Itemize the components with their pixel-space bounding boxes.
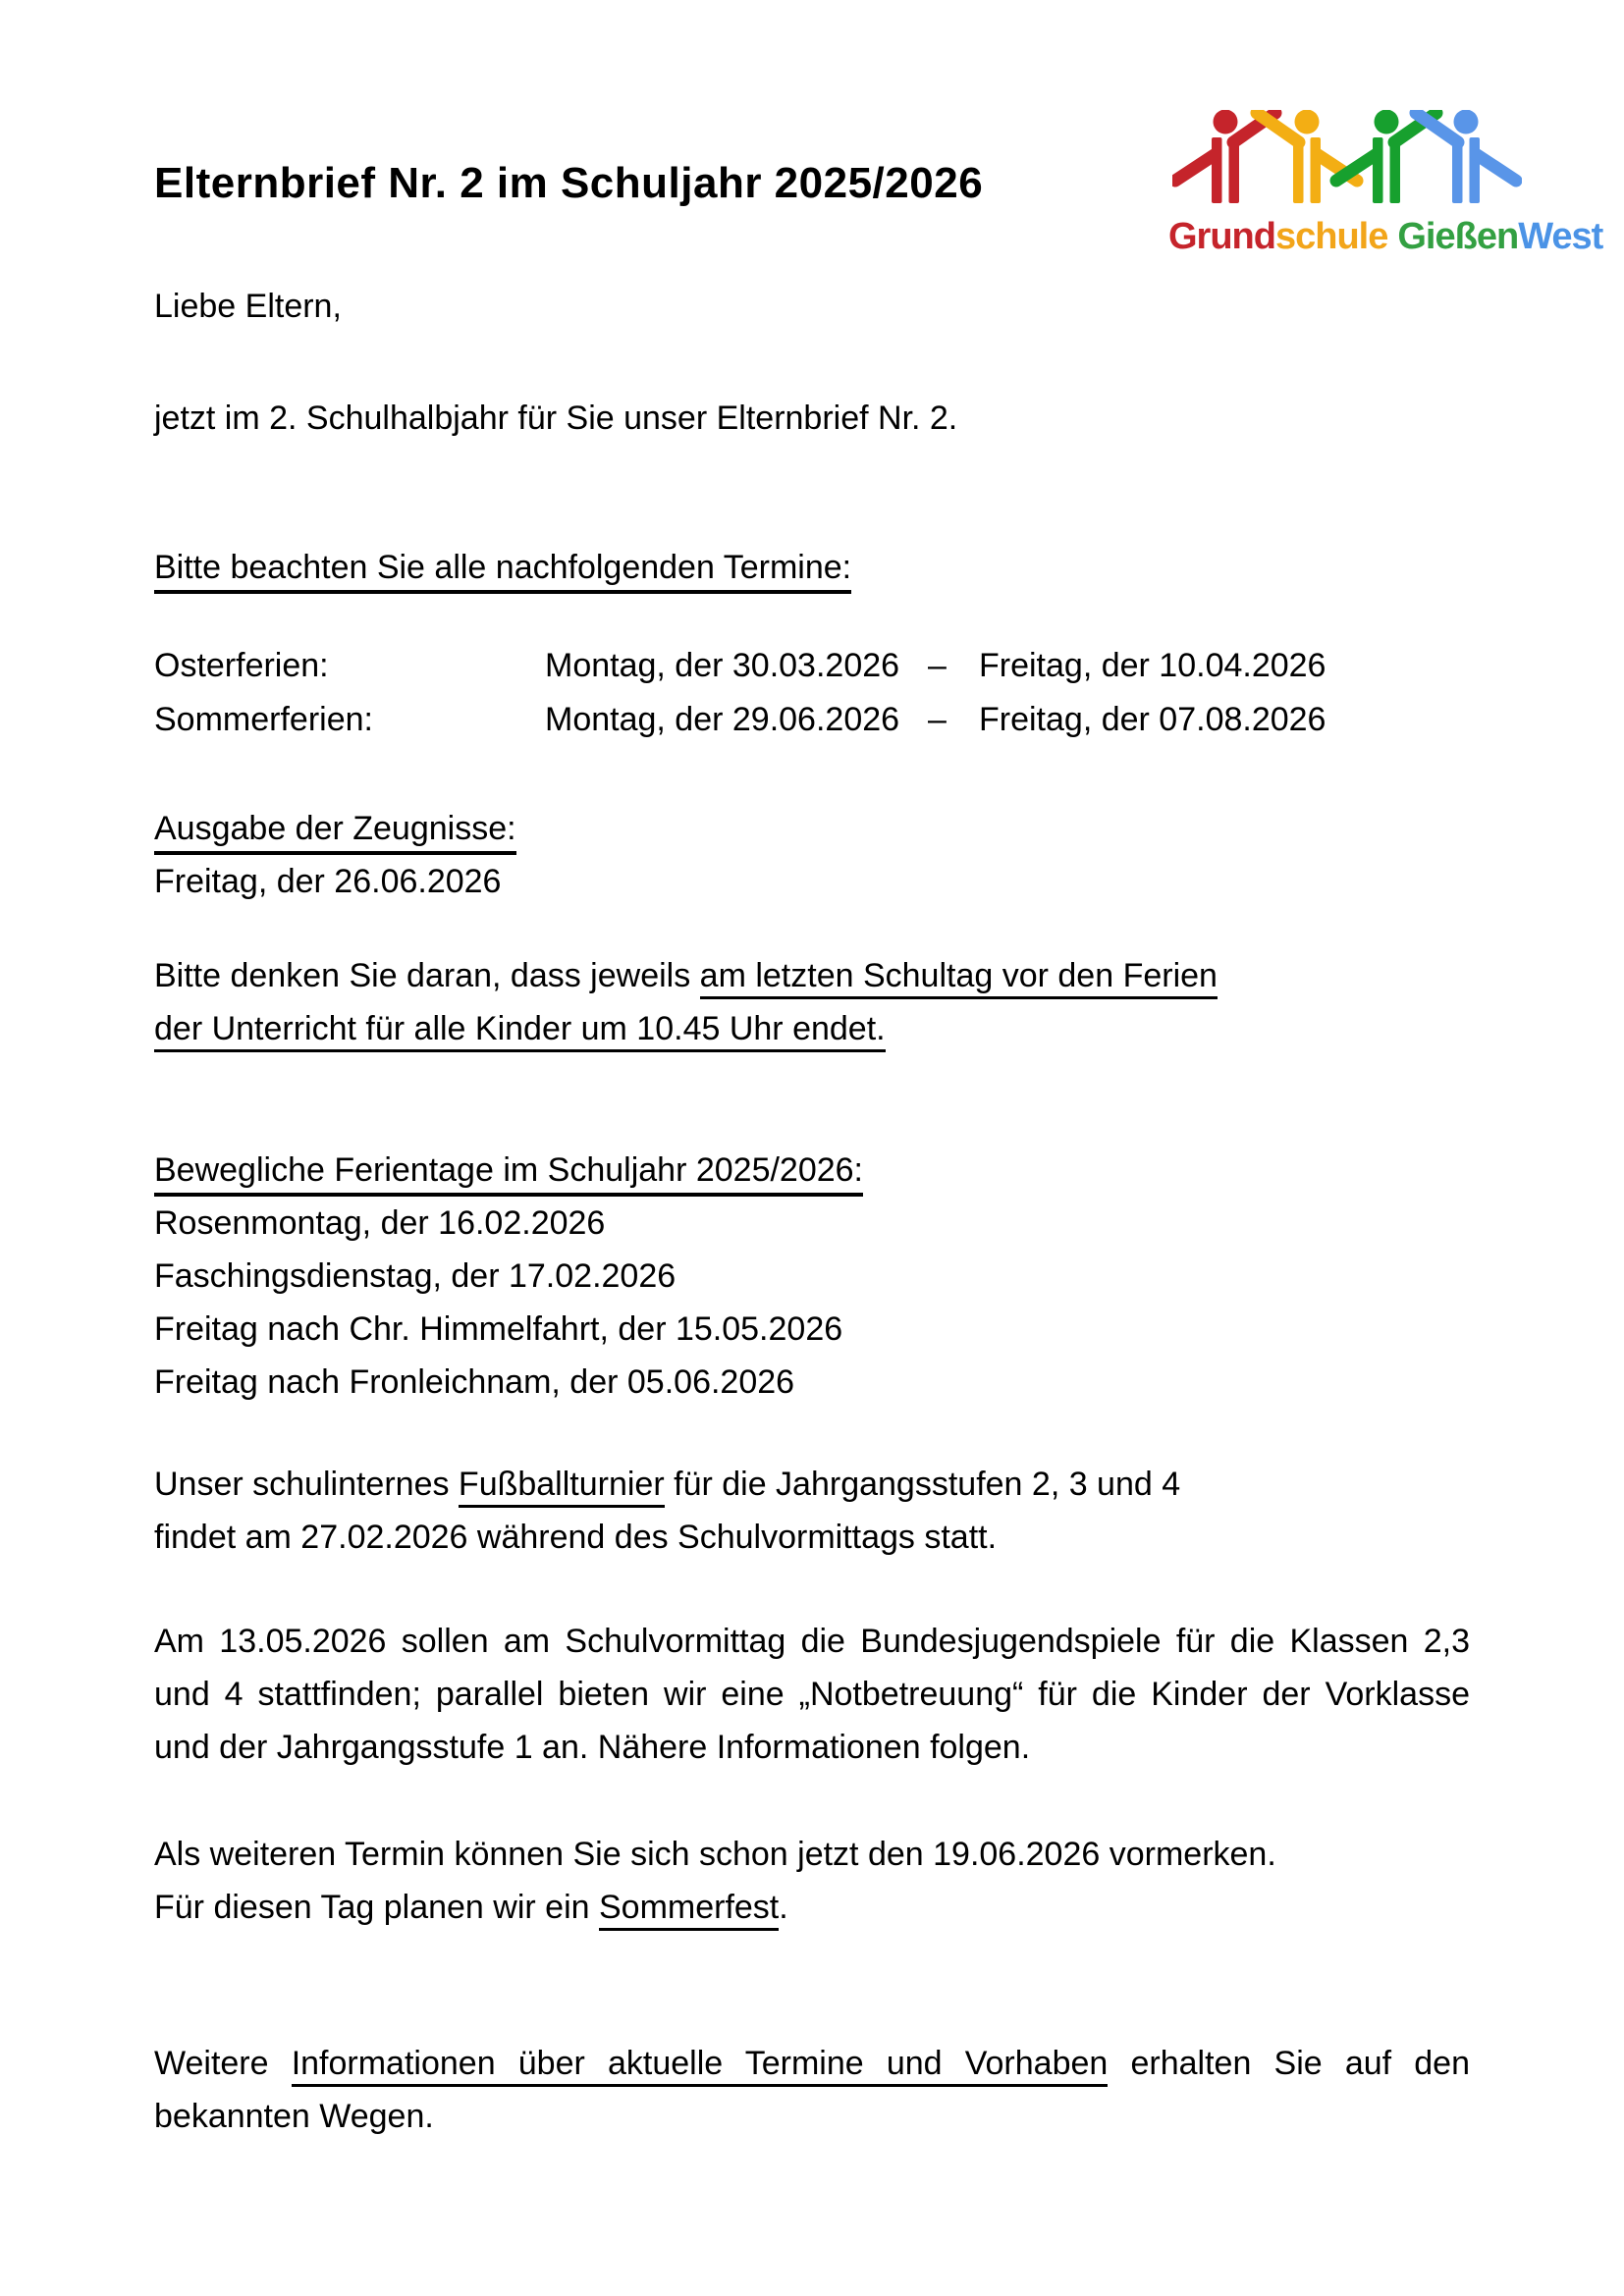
bewegliche-item: Rosenmontag, der 16.02.2026 bbox=[154, 1204, 606, 1242]
fussball-line-2: findet am 27.02.2026 während des Schulvormittags statt. bbox=[154, 1519, 998, 1556]
logo-word-schule: schule bbox=[1274, 216, 1388, 257]
closing-underlined-text: Informationen über aktuelle Termine und Vorhaben bbox=[292, 2045, 1109, 2087]
logo-word-west: West bbox=[1518, 216, 1603, 257]
sommerfest-line-2 bbox=[154, 1881, 1470, 1934]
fussball-line-1 bbox=[154, 1458, 1470, 1511]
ferien-separator: – bbox=[928, 647, 947, 684]
closing-line-1 bbox=[154, 2037, 1470, 2090]
reminder-underlined-text: am letzten Schultag vor den Ferien bbox=[700, 957, 1218, 999]
school-logo bbox=[1168, 110, 1603, 257]
closing-paragraph bbox=[154, 2037, 1470, 2143]
sommerfest-text: Für diesen Tag planen wir ein bbox=[154, 1889, 599, 1926]
closing-text: erhalten Sie auf den bbox=[1108, 2045, 1470, 2082]
reminder-paragraph bbox=[154, 949, 1470, 1055]
reminder-text: Bitte denken Sie daran, dass jeweils bbox=[154, 957, 700, 994]
page-title: Elternbrief Nr. 2 im Schuljahr 2025/2026 bbox=[154, 159, 984, 207]
ferien-row-oster bbox=[154, 639, 1470, 693]
termine-heading bbox=[154, 541, 1470, 594]
logo-word-giessen: Gießen bbox=[1397, 216, 1519, 257]
ferien-separator: – bbox=[928, 701, 947, 738]
ferien-table bbox=[154, 639, 1470, 747]
ferien-from: Montag, der 29.06.2026 bbox=[545, 701, 900, 738]
reminder-line-2 bbox=[154, 1002, 1470, 1055]
logo-wordmark bbox=[1168, 216, 1603, 257]
sommerfest-line-1: Als weiteren Termin können Sie sich schon jetzt den 19.06.2026 vormerken. bbox=[154, 1836, 1276, 1873]
reminder-underlined-text: der Unterricht für alle Kinder um 10.45 Uhr endet. bbox=[154, 1010, 886, 1052]
fussball-text: für die Jahrgangsstufen 2, 3 und 4 bbox=[664, 1466, 1181, 1503]
ferien-label: Sommerferien: bbox=[154, 701, 373, 738]
bundesjugendspiele-paragraph bbox=[154, 1615, 1470, 1774]
bjs-line-1: Am 13.05.2026 sollen am Schulvormittag die Bundesjugendspiele für die Klassen 2,3 bbox=[154, 1623, 1470, 1660]
logo-person-yellow-icon bbox=[1257, 110, 1357, 203]
ferien-row-sommer bbox=[154, 693, 1470, 747]
closing-line-2: bekannten Wegen. bbox=[154, 2098, 434, 2135]
zeugnisse-date: Freitag, der 26.06.2026 bbox=[154, 863, 502, 900]
intro-line: jetzt im 2. Schulhalbjahr für Sie unser Elternbrief Nr. 2. bbox=[154, 400, 958, 437]
bewegliche-item: Faschingsdienstag, der 17.02.2026 bbox=[154, 1257, 677, 1295]
zeugnisse-section bbox=[154, 802, 1470, 908]
logo-figures-icon bbox=[1172, 110, 1522, 208]
salutation: Liebe Eltern, bbox=[154, 288, 342, 325]
bjs-line-3: und der Jahrgangsstufe 1 an. Nähere Informationen folgen. bbox=[154, 1729, 1031, 1766]
bjs-line-2: und 4 stattfinden; parallel bieten wir eine „Notbetreuung“ für die Kinder der Vorklasse bbox=[154, 1676, 1470, 1713]
closing-text: Weitere bbox=[154, 2045, 292, 2082]
bewegliche-item: Freitag nach Chr. Himmelfahrt, der 15.05.2026 bbox=[154, 1310, 843, 1348]
bewegliche-heading-text: Bewegliche Ferientage im Schuljahr 2025/2026: bbox=[154, 1151, 863, 1197]
ferien-from: Montag, der 30.03.2026 bbox=[545, 647, 900, 684]
bewegliche-section bbox=[154, 1144, 1470, 1409]
reminder-line-1 bbox=[154, 949, 1470, 1002]
bewegliche-heading bbox=[154, 1144, 1470, 1197]
termine-heading-text: Bitte beachten Sie alle nachfolgenden Termine: bbox=[154, 549, 851, 594]
ferien-to: Freitag, der 07.08.2026 bbox=[979, 701, 1326, 738]
logo-person-blue-icon bbox=[1416, 110, 1516, 203]
ferien-label: Osterferien: bbox=[154, 647, 329, 684]
logo-word-grund: Grund bbox=[1168, 216, 1275, 257]
zeugnisse-heading bbox=[154, 802, 1470, 855]
sommerfest-text: . bbox=[779, 1889, 788, 1926]
fussball-paragraph bbox=[154, 1458, 1470, 1564]
zeugnisse-heading-text: Ausgabe der Zeugnisse: bbox=[154, 810, 516, 855]
fussball-text: Unser schulinternes bbox=[154, 1466, 459, 1503]
ferien-to: Freitag, der 10.04.2026 bbox=[979, 647, 1326, 684]
logo-person-red-icon bbox=[1175, 110, 1275, 203]
sommerfest-paragraph bbox=[154, 1828, 1470, 1934]
bewegliche-item: Freitag nach Fronleichnam, der 05.06.2026 bbox=[154, 1363, 795, 1401]
fussball-underlined-text: Fußballturnier bbox=[459, 1466, 665, 1508]
sommerfest-underlined-text: Sommerfest bbox=[599, 1889, 779, 1931]
